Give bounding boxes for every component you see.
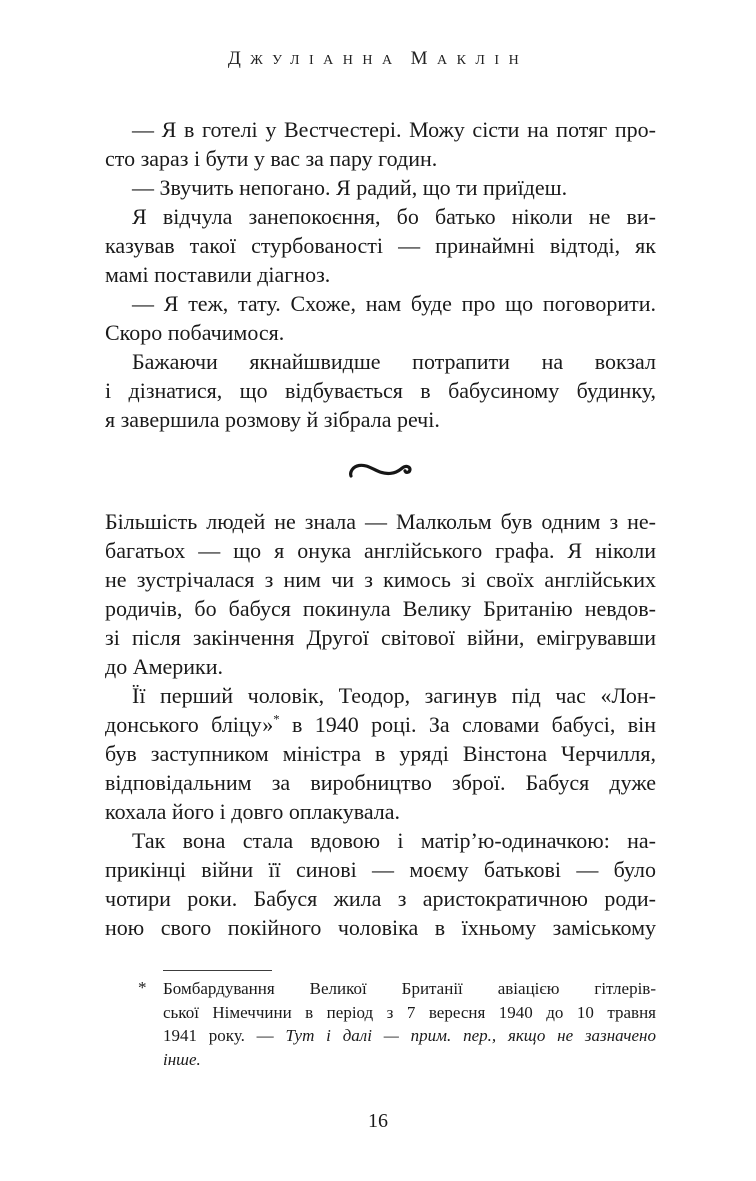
footnote-body xyxy=(105,977,656,1071)
body-line: Більшість людей не знала — Малкольм був одним з не- xyxy=(105,509,656,534)
swash-tilde-glyph xyxy=(345,460,417,482)
footnote-rule xyxy=(163,970,272,971)
paragraph xyxy=(105,681,656,826)
body-line: і дізнатися, що відбувається в бабусиному будинку, xyxy=(105,378,656,403)
body-line: ною свого покійного чоловіка в їхньому заміському xyxy=(105,915,656,940)
body-line: до Америки. xyxy=(105,654,224,679)
body-line: казував такої стурбованості — принаймні відтоді, як xyxy=(105,233,656,258)
header-rest: ЖУЛІАННА xyxy=(250,53,402,68)
footnote-ref-asterisk: * xyxy=(273,712,280,727)
body-line: сто зараз і бути у вас за пару годин. xyxy=(105,146,438,171)
body-line: був заступником міністра в уряді Вінстона Черчилля, xyxy=(105,741,656,766)
header-initial: Д xyxy=(227,48,251,69)
paragraph xyxy=(105,173,656,202)
header-initial: М xyxy=(410,48,437,69)
footnote-line xyxy=(163,977,656,1001)
text-segment: в 1940 році. За словами бабусі, він xyxy=(279,712,656,737)
body-line xyxy=(105,710,656,739)
section-divider-ornament xyxy=(105,434,656,507)
footnote-line xyxy=(163,1001,656,1025)
footnote-line xyxy=(163,1024,656,1048)
italic-text: інше. xyxy=(163,1049,201,1069)
body-line: Скоро побачимося. xyxy=(105,320,285,345)
body-line: кохала його і довго оплакувала. xyxy=(105,799,401,824)
body-line: Її перший чоловік, Теодор, загинув під час «Лон- xyxy=(132,683,656,708)
body-line: багатьох — що я онука англійського графа. Я ніколи xyxy=(105,538,656,563)
footnote-lines xyxy=(163,977,656,1071)
body-line: родичів, бо бабуся покинула Велику Британію невдов- xyxy=(105,596,656,621)
running-header xyxy=(0,48,756,70)
body-line: чотири роки. Бабуся жила з аристократичною роди- xyxy=(105,886,656,911)
paragraph xyxy=(105,115,656,173)
body-line: прикінці війни її синові — моєму батькові — було xyxy=(105,857,656,882)
text-segment: донського бліцу» xyxy=(105,712,274,737)
body-line: Бажаючи якнайшвидше потрапити на вокзал xyxy=(132,349,656,374)
paragraph xyxy=(105,289,656,347)
body-line: відповідальним за виробництво зброї. Бабуся дуже xyxy=(105,770,656,795)
italic-text: Тут і далі — прим. пер., якщо не зазначено xyxy=(285,1026,656,1045)
text-segment: Бомбардування Великої Британії авіацією гітлерів- xyxy=(163,979,656,998)
body-line: не зустрічалася з ним чи з кимось зі своїх англійських xyxy=(105,567,656,592)
body-line: — Звучить непогано. Я радий, що ти приїдеш. xyxy=(132,175,568,200)
body-line: — Я в готелі у Вестчестері. Можу сісти на потяг про- xyxy=(132,117,656,142)
paragraph xyxy=(105,507,656,681)
text-block xyxy=(105,115,656,942)
paragraph xyxy=(105,826,656,942)
body-line: зі після закінчення Другої світової війни, емігрувавши xyxy=(105,625,656,650)
body-line: Я відчула занепокоєння, бо батько ніколи не ви- xyxy=(132,204,656,229)
footnote xyxy=(105,961,656,1071)
text-segment: 1941 року. — xyxy=(163,1026,286,1045)
header-rest: АКЛІН xyxy=(436,53,529,68)
paragraph xyxy=(105,347,656,434)
footnote-marker: * xyxy=(138,978,147,997)
body-line: Так вона стала вдовою і матір’ю-одиначкою: на- xyxy=(132,828,656,853)
text-segment: ської Німеччини в період з 7 вересня 1940 до 10 травня xyxy=(163,1002,656,1022)
body-line: мамі поставили діагноз. xyxy=(105,262,331,287)
page-number: 16 xyxy=(368,1110,388,1132)
body-line: — Я теж, тату. Схоже, нам буде про що поговорити. xyxy=(132,291,656,316)
paragraph xyxy=(105,202,656,289)
body-line: я завершила розмову й зібрала речі. xyxy=(105,407,440,432)
footnote-line xyxy=(163,1048,656,1072)
